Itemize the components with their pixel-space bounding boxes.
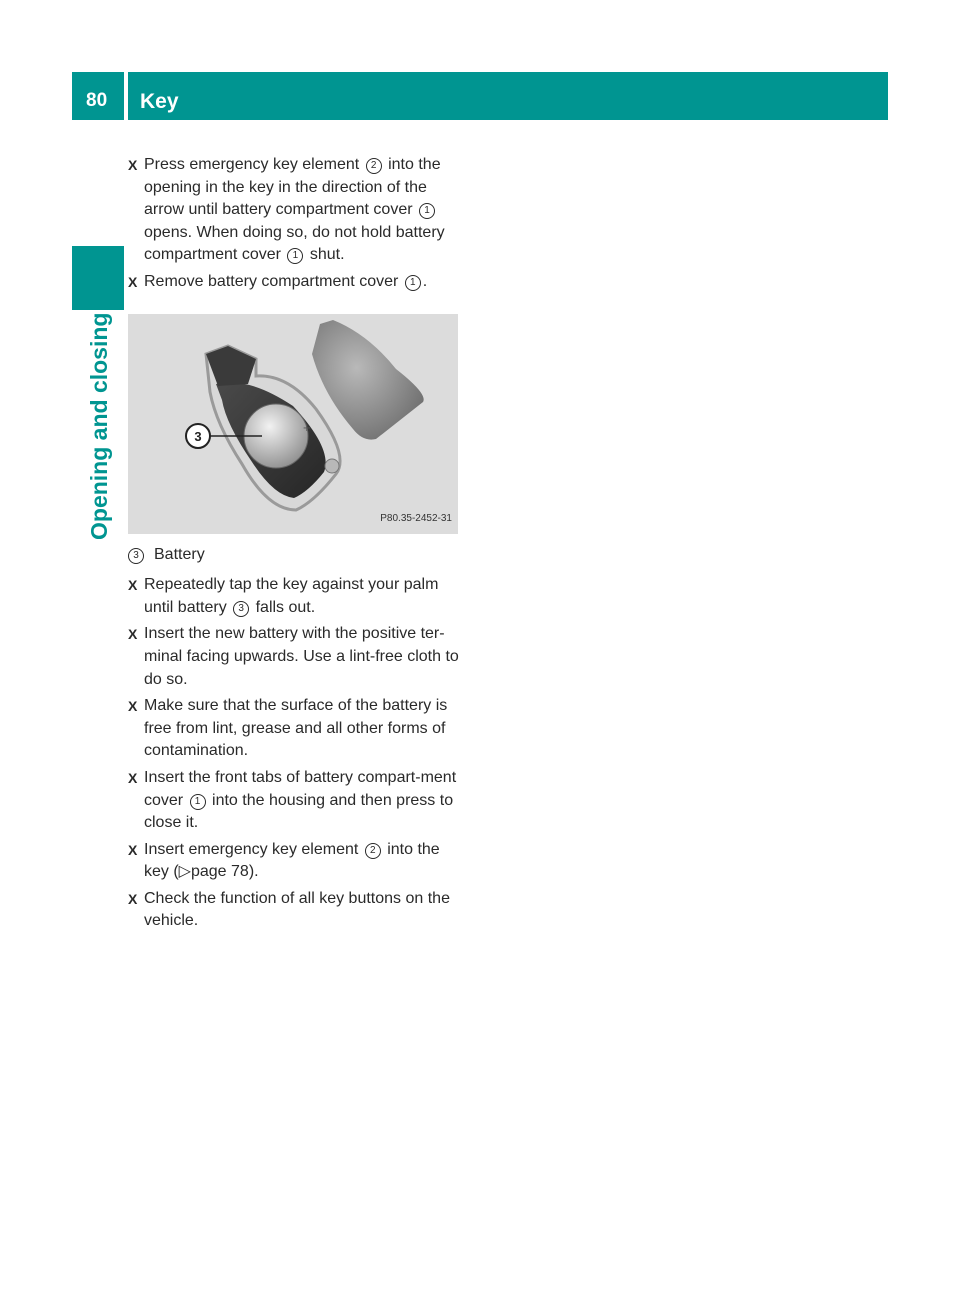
instruction-list-bottom (128, 574, 464, 933)
step-text: falls out. (251, 598, 316, 616)
arrow-right-icon: X (128, 626, 138, 643)
main-content (128, 154, 464, 937)
arrow-right-icon: X (128, 577, 138, 594)
step-text: into the key ( (144, 840, 440, 881)
instruction-step (128, 154, 464, 267)
page-reference-icon: ▷ (178, 863, 191, 881)
battery-plus-mark: + (303, 419, 311, 435)
step-text: into the housing and then press to close it. (144, 791, 454, 832)
arrow-right-icon: X (128, 890, 138, 907)
reference-number: 1 (405, 275, 421, 291)
arrow-right-icon: X (128, 698, 138, 715)
section-title: Key (140, 90, 179, 113)
reference-number: 1 (419, 203, 435, 219)
reference-number: 3 (233, 601, 249, 617)
instruction-step (128, 695, 464, 763)
instruction-step (128, 888, 464, 933)
instruction-step (128, 767, 464, 835)
step-text: Insert emergency key element (144, 840, 363, 858)
chapter-label (72, 310, 124, 550)
instruction-step (128, 623, 464, 691)
step-text: Insert the new battery with the positive ter-minal facing upwards. Use a lint-free cloth to do so. (144, 625, 459, 688)
arrow-right-icon: X (128, 769, 138, 786)
step-text: Repeatedly tap the key against your palm until battery (144, 576, 439, 616)
step-text: Remove battery compartment cover (144, 272, 403, 290)
chapter-tab (72, 246, 124, 310)
page-number: 80 (86, 90, 108, 111)
reference-number: 2 (366, 158, 382, 174)
callout-number: 3 (194, 428, 202, 444)
section-header (128, 72, 888, 120)
step-text: opens. When doing so, do not hold battery compartment cover (144, 223, 445, 264)
page-number-box (72, 72, 124, 120)
step-text: . (422, 272, 428, 290)
key-ring-hole (325, 459, 339, 473)
step-text: Insert the front tabs of battery compart-ment cover (144, 768, 457, 809)
arrow-right-icon: X (128, 157, 138, 173)
reference-number: 2 (365, 843, 381, 859)
instruction-step (128, 271, 464, 294)
key-battery-figure (128, 314, 458, 534)
legend-item (128, 544, 464, 567)
step-text: shut. (305, 246, 345, 264)
arrow-right-icon: X (128, 841, 138, 858)
instruction-step (128, 574, 464, 619)
step-text: Press emergency key element (144, 156, 364, 173)
step-text: page 78). (190, 863, 259, 881)
reference-number: 1 (190, 794, 206, 810)
arrow-right-icon: X (128, 273, 138, 290)
legend-number: 3 (128, 548, 144, 564)
instruction-step (128, 839, 464, 884)
legend-label: Battery (154, 545, 205, 563)
step-text: Make sure that the surface of the battery is free from lint, grease and all other forms of contamination. (144, 697, 448, 760)
reference-number: 1 (287, 248, 303, 264)
instruction-list-top (128, 154, 464, 294)
figure-code: P80.35-2452-31 (380, 512, 452, 524)
step-text: into the opening in the key in the direction of the arrow until battery compartment cover (144, 156, 441, 219)
step-text: Check the function of all key buttons on the vehicle. (144, 889, 450, 930)
chapter-title: Opening and closing (86, 312, 112, 540)
key-battery-illustration (128, 314, 458, 534)
